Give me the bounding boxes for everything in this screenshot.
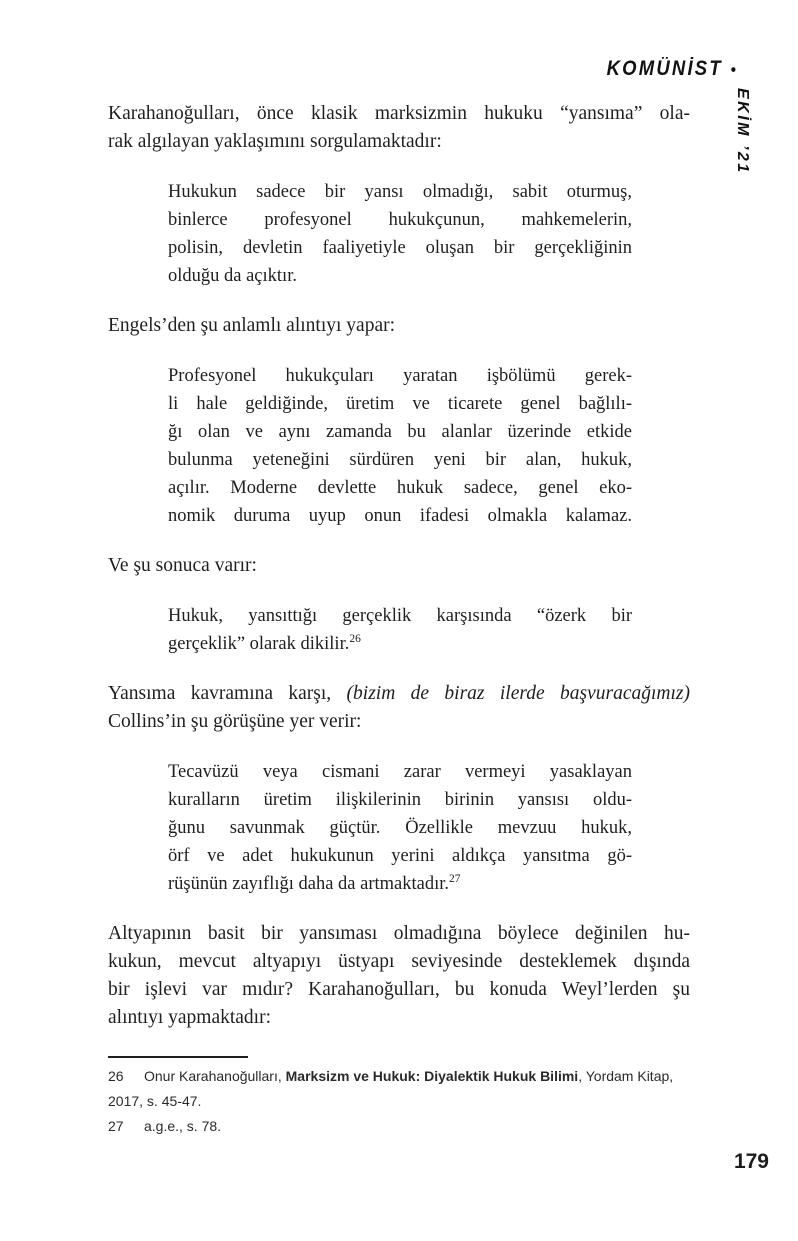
text-line: kuralların üretim ilişkilerinin birinin yansısı oldu- (168, 790, 632, 810)
text-line: Hukuk, yansıttığı gerçeklik karşısında “özerk bir (168, 606, 632, 626)
text-line: ğunu savunmak güçtür. Özellikle mevzuu hukuk, (168, 818, 632, 838)
italic-aside: (bizim de biraz ilerde başvuracağımız) (346, 683, 690, 704)
text-line: Engels’den şu anlamlı alıntıyı yapar: (108, 315, 396, 336)
footnote-line (108, 1114, 748, 1139)
running-head (607, 57, 736, 81)
text-line: olduğu da açıktır. (168, 266, 297, 286)
text-line: nomik duruma uyup onun ifadesi olmakla kalamaz. (168, 506, 632, 526)
text-line: açılır. Moderne devlette hukuk sadece, genel eko- (168, 478, 632, 498)
footnote-text: a.g.e., s. 78. (144, 1118, 222, 1134)
text-line: Collins’in şu görüşüne yer verir: (108, 711, 362, 732)
page-number: 179 (733, 1150, 769, 1173)
footnote-text: , Yordam Kitap, (578, 1068, 674, 1084)
text-line: binlerce profesyonel hukukçunun, mahkemelerin, (168, 210, 632, 230)
text-line: örf ve adet hukukunun yerini aldıkça yansıtma gö- (168, 846, 632, 866)
text-line: bulunma yeteneğini sürdüren yeni bir alan, hukuk, (168, 450, 632, 470)
footnote-reference-26: 26 (349, 633, 361, 645)
text-line: ğı olan ve aynı zamanda bu alanlar üzerinde etkide (168, 422, 632, 442)
paragraph-text: Yansıma kavramına karşı, (108, 683, 347, 704)
bullet-separator: • (730, 60, 736, 79)
text-line: alıntıyı yapmaktadır: (108, 1007, 271, 1028)
issue-label: EKİM ’21 (734, 88, 751, 175)
footnote-line: 2017, s. 45-47. (108, 1093, 202, 1109)
block-quote-4 (168, 758, 632, 898)
paragraph-4 (108, 680, 690, 736)
block-quote-1 (168, 178, 632, 290)
paragraph-3 (108, 552, 690, 580)
journal-name: KOMÜNİST (606, 57, 723, 80)
text-line: Profesyonel hukukçuları yaratan işbölümü gerek- (168, 366, 632, 386)
text-line: Tecavüzü veya cismani zarar vermeyi yasaklayan (168, 762, 632, 782)
text-line: Karahanoğulları, önce klasik marksizmin hukuku “yansıma” ola- (108, 103, 690, 124)
paragraph-5 (108, 920, 690, 1032)
quote-text: rüşünün zayıflığı daha da artmaktadır. (168, 874, 450, 894)
text-line: bir işlevi var mıdır? Karahanoğulları, bu konuda Weyl’lerden şu (108, 979, 690, 1000)
text-line: Hukukun sadece bir yansı olmadığı, sabit oturmuş, (168, 182, 632, 202)
quote-text: gerçeklik” olarak dikilir. (168, 634, 350, 654)
text-line (168, 630, 632, 658)
text-line: rak algılayan yaklaşımını sorgulamaktadır: (108, 131, 442, 152)
text-line: polisin, devletin faaliyetiyle oluşan bir gerçekliğinin (168, 238, 632, 258)
text-line (168, 870, 632, 898)
text-column (108, 100, 690, 1032)
book-title: Marksizm ve Hukuk: Diyalektik Hukuk Bilimi (285, 1068, 579, 1084)
footnote-line (108, 1064, 748, 1089)
footnote-text: Onur Karahanoğulları, (144, 1068, 286, 1084)
footnotes-section (108, 1064, 748, 1139)
text-line: Altyapının basit bir yansıması olmadığına böylece değinilen hu- (108, 923, 690, 944)
paragraph-2 (108, 312, 690, 340)
footnote-27 (108, 1114, 748, 1139)
block-quote-2 (168, 362, 632, 530)
paragraph-1 (108, 100, 690, 156)
block-quote-3 (168, 602, 632, 658)
footnote-divider (108, 1056, 248, 1058)
footnote-reference-27: 27 (449, 873, 461, 885)
text-line: Ve şu sonuca varır: (108, 555, 257, 576)
footnote-number: 27 (108, 1118, 124, 1134)
text-line: li hale geldiğinde, üretim ve ticarete genel bağlılı- (168, 394, 632, 414)
footnote-26 (108, 1064, 748, 1114)
footnote-number: 26 (108, 1068, 124, 1084)
text-line (108, 680, 690, 708)
text-line: kukun, mevcut altyapıyı üstyapı seviyesinde desteklemek dışında (108, 951, 690, 972)
